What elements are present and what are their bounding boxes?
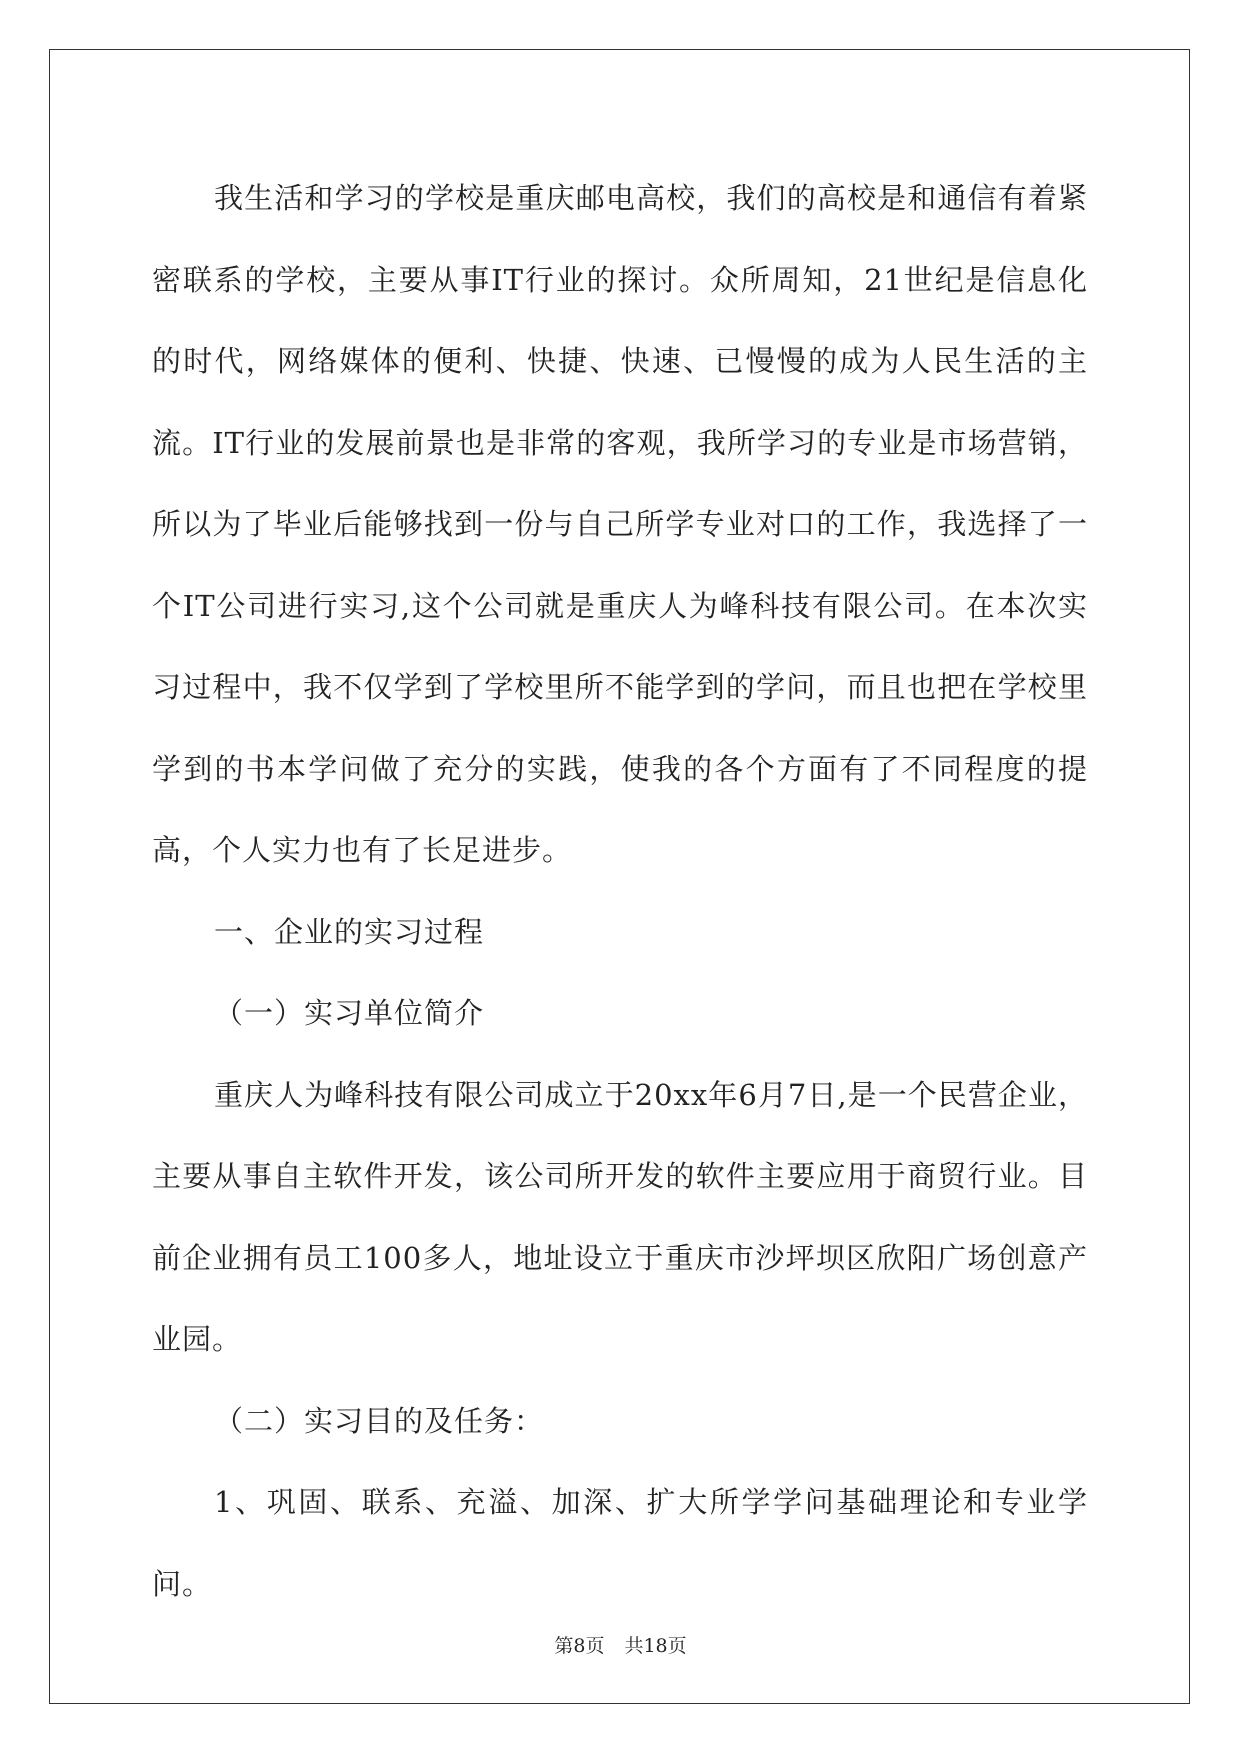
section-heading-1: 一、企业的实习过程 bbox=[214, 914, 485, 949]
document-body bbox=[152, 158, 1088, 1625]
paragraph-intro: 我生活和学习的学校是重庆邮电高校，我们的高校是和通信有着紧密联系的学校，主要从事IT行业的探讨。众所周知，21世纪是信息化的时代，网络媒体的便利、快捷、快速、已慢慢的成为人民生活的主流。IT行业的发展前景也是非常的客观，我所学习的专业是市场营销，所以为了毕业后能够找到一份与自己所学专业对口的工作，我选择了一个IT公司进行实习,这个公司就是重庆人为峰科技有限公司。在本次实习过程中，我不仅学到了学校里所不能学到的学问，而且也把在学校里学到的书本学问做了充分的实践，使我的各个方面有了不同程度的提高，个人实力也有了长足进步。 bbox=[152, 181, 1088, 867]
subsection-heading-2: （二）实习目的及任务： bbox=[214, 1403, 545, 1438]
page-number: 第8页 bbox=[554, 1635, 605, 1657]
subsection-heading-1: （一）实习单位简介 bbox=[214, 996, 485, 1030]
list-item-1: 1、巩固、联系、充溢、加深、扩大所学学问基础理论和专业学问。 bbox=[152, 1485, 1088, 1601]
page-footer bbox=[0, 1634, 1241, 1658]
total-pages: 共18页 bbox=[624, 1635, 687, 1657]
paragraph-company-intro: 重庆人为峰科技有限公司成立于20xx年6月7日,是一个民营企业，主要从事自主软件开发，该公司所开发的软件主要应用于商贸行业。目前企业拥有员工100多人，地址设立于重庆市沙坪坝区欣阳广场创意产业园。 bbox=[152, 1077, 1088, 1356]
